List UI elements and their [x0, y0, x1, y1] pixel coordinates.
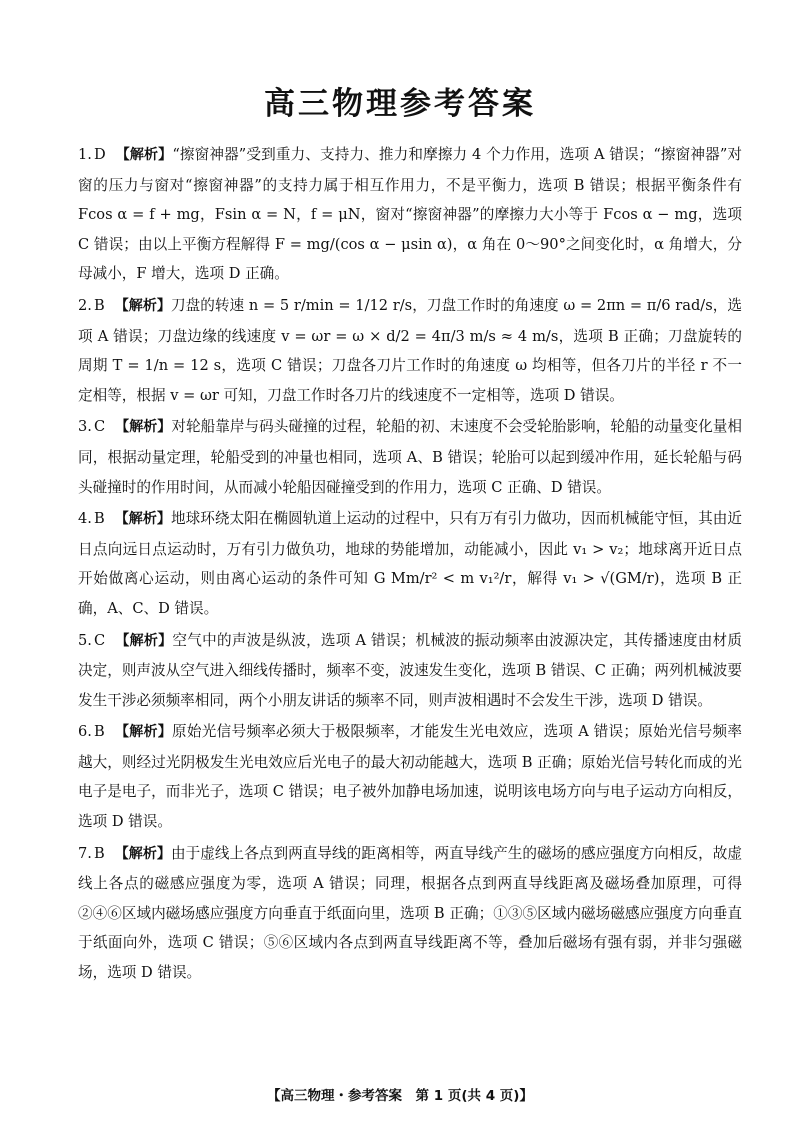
- item-number: 5.: [78, 631, 92, 649]
- item-answer: B: [93, 296, 105, 314]
- analysis-text: 原始光信号频率必须大于极限频率，才能发生光电效应，选项 A 错误；原始光信号频率越大，则经过光阴极发生光电效应后光电子的最大初动能越大，选项 B 正确；原始光信号转化而成的光电子是电子，而非光子，选项 C 错误；电子被外加静电场加速，说明该电场方向与电子运动方向相反，选项 D 错误。: [78, 723, 742, 831]
- analysis-tag: 【解析】: [114, 511, 171, 528]
- item-number: 3.: [78, 418, 92, 436]
- analysis-tag: 【解析】: [115, 419, 172, 436]
- item-answer: C: [93, 418, 106, 436]
- analysis-tag: 【解析】: [115, 632, 173, 649]
- answer-item-4: [78, 504, 742, 623]
- item-answer: D: [93, 146, 106, 163]
- item-answer: B: [93, 510, 105, 528]
- answer-item-2: [78, 291, 742, 410]
- item-number: 4.: [78, 510, 92, 528]
- item-answer: C: [93, 631, 106, 649]
- answer-item-5: [78, 626, 742, 716]
- analysis-text: 刀盘的转速 n = 5 r/min = 1/12 r/s，刀盘工作时的角速度 ω = 2πn = π/6 rad/s，选项 A 错误；刀盘边缘的线速度 v = ωr = ω × d/2 = 4π/3 m/s ≈ 4 m/s，选项 B 正确；刀盘旋转的周期 T = 1/n = 12 s，选项 C 错误；刀盘各刀片工作时的角速度 ω 均相等，但各刀片的半径 r 不一定相等，根据 v = ωr 可知，刀盘工作时各刀片的线速度不一定相等，选项 D 错误。: [78, 296, 743, 404]
- answer-item-6: [78, 717, 742, 836]
- analysis-tag: 【解析】: [114, 724, 173, 741]
- analysis-tag: 【解析】: [115, 147, 173, 163]
- item-number: 7.: [78, 844, 92, 862]
- answer-item-1: [78, 140, 742, 289]
- analysis-text: 地球环绕太阳在椭圆轨道上运动的过程中，只有万有引力做功，因而机械能守恒，其由近日点向远日点运动时，万有引力做负功，地球的势能增加，动能减小，因此 v₁ > v₂；地球离开近日点开始做离心运动，则由离心运动的条件可知 G Mm/r² < m v₁²/r，解得 v₁ > √(GM/r)，选项 B 正确，A、C、D 错误。: [78, 510, 743, 617]
- answer-item-3: [78, 412, 742, 502]
- item-number: 6.: [78, 723, 92, 741]
- answer-list: [78, 140, 742, 990]
- analysis-tag: 【解析】: [114, 297, 171, 314]
- analysis-text: 对轮船靠岸与码头碰撞的过程，轮船的初、末速度不会受轮胎影响，轮船的动量变化量相同，根据动量定理，轮船受到的冲量也相同，选项 A、B 错误；轮胎可以起到缓冲作用，延长轮船与码头碰撞时的作用时间，从而减小轮船因碰撞受到的作用力，选项 C 正确、D 错误。: [78, 418, 742, 496]
- item-answer: B: [93, 844, 105, 862]
- item-answer: B: [93, 723, 105, 741]
- analysis-text: 空气中的声波是纵波，选项 A 错误；机械波的振动频率由波源决定，其传播速度由材质决定，则声波从空气进入细线传播时，频率不变，波速发生变化，选项 B 错误、C 正确；两列机械波要发生干涉必须频率相同，两个小朋友讲话的频率不同，则声波相遇时不会发生干涉，选项 D 错误。: [78, 631, 742, 709]
- answer-item-7: [78, 839, 742, 988]
- analysis-text: “擦窗神器”受到重力、支持力、推力和摩擦力 4 个力作用，选项 A 错误；“擦窗神器”对窗的压力与窗对“擦窗神器”的支持力属于相互作用力，不是平衡力，选项 B 错误；根据平衡条件有 Fcos α = f + mg，Fsin α = N，f = μN，窗对“擦窗神器”的摩擦力大小等于 Fcos α − mg，选项 C 错误；由以上平衡方程解得 F = mg/(cos α − μsin α)，α 角在 0～90°之间变化时，α 角增大，分母减小，F 增大，选项 D 正确。: [78, 146, 743, 283]
- page-title: 高三物理参考答案: [264, 86, 536, 122]
- page-footer: 【高三物理・参考答案 第 1 页(共 4 页)】: [267, 1088, 533, 1104]
- analysis-tag: 【解析】: [114, 845, 171, 862]
- item-number: 1.: [78, 146, 92, 163]
- item-number: 2.: [78, 296, 92, 314]
- analysis-text: 由于虚线上各点到两直导线的距离相等，两直导线产生的磁场的感应强度方向相反，故虚线上各点的磁感应强度为零，选项 A 错误；同理，根据各点到两直导线距离及磁场叠加原理，可得②④⑥区域内磁场感应强度方向垂直于纸面向里，选项 B 正确；①③⑤区域内磁场磁感应强度方向垂直于纸面向外，选项 C 错误；⑤⑥区域内各点到两直导线距离不等，叠加后磁场有强有弱，并非匀强磁场，选项 D 错误。: [78, 844, 743, 982]
